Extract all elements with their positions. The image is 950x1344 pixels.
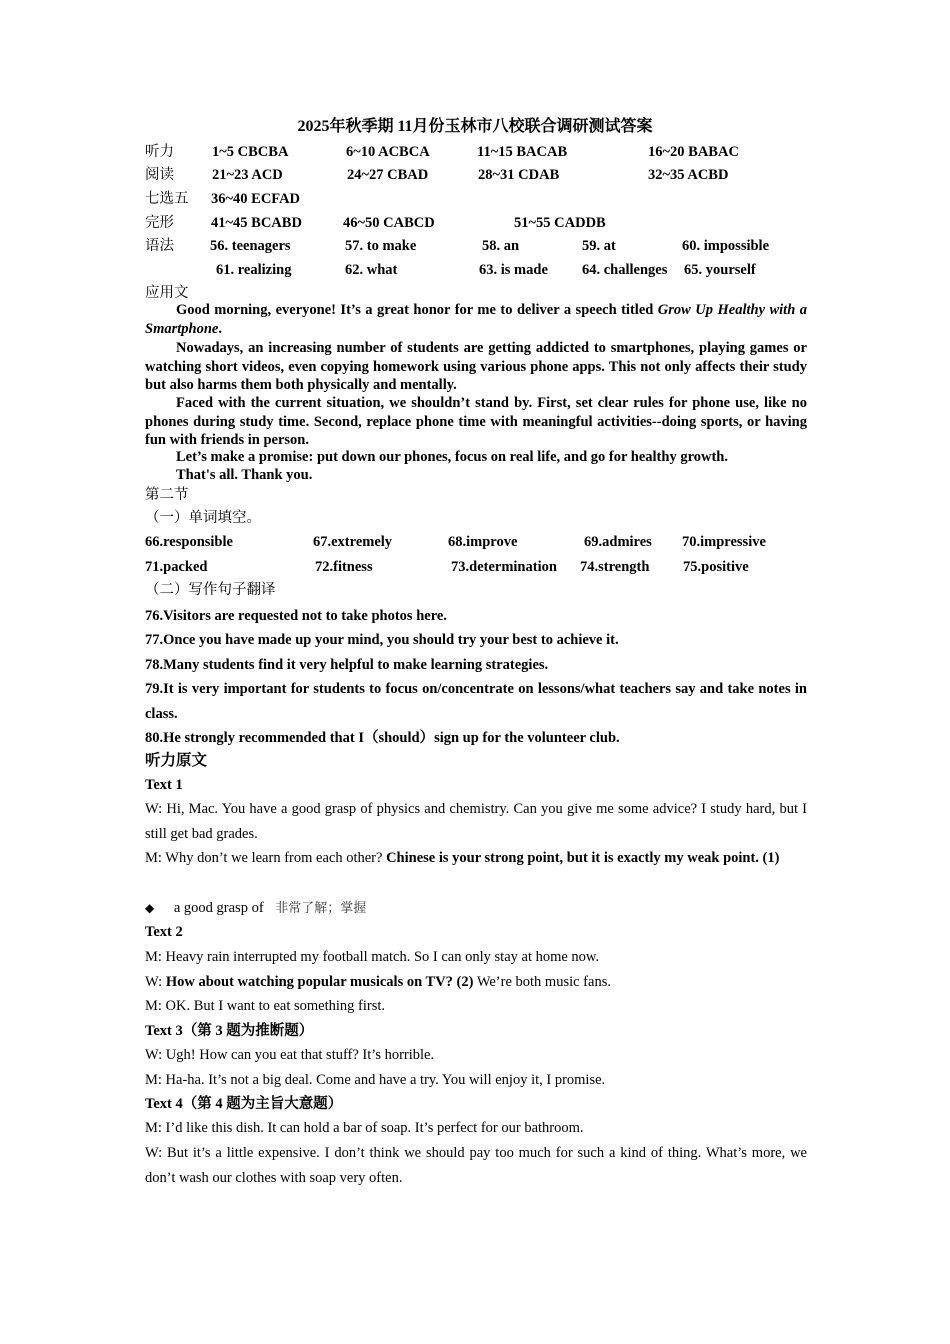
answer-item: 62. what	[345, 262, 398, 278]
word-answer: 74.strength	[580, 559, 650, 575]
word-answer: 67.extremely	[313, 534, 393, 550]
diamond-bullet-icon: ◆	[145, 901, 155, 915]
text-3-man: M: Ha-ha. It’s not a big deal. Come and have a try. You will enjoy it, I promise.	[145, 1072, 606, 1088]
writing-paragraph-2: Nowadays, an increasing number of students are getting addicted to smartphones, playing games or watching short videos, even copying homework using various phone apps. This not only affects their study but also harms them both physically and mentally.	[145, 340, 807, 393]
answer-row-label: 七选五	[145, 191, 189, 207]
translation-79: 79.It is very important for students to focus on/concentrate on lessons/what teachers say and take notes in class.	[145, 681, 807, 722]
word-answer: 72.fitness	[315, 559, 373, 575]
text-2-man-2: M: OK. But I want to eat something first.	[145, 998, 386, 1014]
answer-item: 1~5 CBCBA	[212, 144, 289, 160]
answer-row-label: 完形	[145, 215, 174, 231]
dialog-key-sentence: Chinese is your strong point, but it is exactly my weak point. (1)	[386, 850, 780, 866]
text-1-title: Text 1	[145, 777, 183, 793]
answer-item: 21~23 ACD	[212, 167, 283, 183]
answer-item: 64. challenges	[582, 262, 668, 278]
text-4-woman: W: But it’s a little expensive. I don’t think we should pay too much for such a kind of thing. What’s more, we don’t wash our clothes with soap very often.	[145, 1145, 807, 1186]
vocab-meaning: 非常了解；掌握	[275, 901, 367, 916]
text-2-title: Text 2	[145, 924, 183, 940]
word-answer: 75.positive	[683, 559, 749, 575]
writing-paragraph-5: That's all. Thank you.	[176, 467, 313, 483]
writing-paragraph-4: Let’s make a promise: put down our phones, focus on real life, and go for healthy growth.	[176, 449, 728, 465]
translation-76: 76.Visitors are requested not to take photos here.	[145, 608, 447, 624]
dialog-text: M: Why don’t we learn from each other?	[145, 850, 387, 866]
document-title: 2025年秋季期 11月份玉林市八校联合调研测试答案	[297, 118, 653, 135]
answer-item: 6~10 ACBCA	[346, 144, 430, 160]
answer-item: 32~35 ACBD	[648, 167, 729, 183]
word-answer: 71.packed	[145, 559, 208, 575]
writing-label: 应用文	[145, 285, 189, 301]
listening-heading: 听力原文	[145, 752, 208, 769]
speech-title: Grow Up Healthy with a Smartphone	[145, 302, 807, 337]
writing-text: Good morning, everyone! It’s a great honor for me to deliver a speech titled	[176, 302, 658, 318]
vocab-note	[145, 898, 366, 919]
answer-item: 56. teenagers	[210, 238, 291, 254]
answer-item: 51~55 CADDB	[514, 215, 606, 231]
section-heading: 第二节	[145, 487, 189, 503]
text-2-woman	[145, 972, 611, 992]
answer-item: 58. an	[482, 238, 520, 254]
writing-paragraph-3: Faced with the current situation, we shouldn’t stand by. First, set clear rules for phone use, like no phones during study time. Second, replace phone time with meaningful activities--doing sports, or having fun with friends in person.	[145, 395, 807, 448]
dialog-text: W:	[145, 974, 166, 990]
answer-item: 65. yourself	[684, 262, 756, 278]
translation-80: 80.He strongly recommended that I（should）sign up for the volunteer club.	[145, 730, 620, 746]
translation-77: 77.Once you have made up your mind, you should try your best to achieve it.	[145, 632, 619, 648]
answer-item: 41~45 BCABD	[211, 215, 302, 231]
subsection-heading: （一）单词填空。	[145, 510, 261, 526]
answer-item: 57. to make	[345, 238, 417, 254]
text-3-woman: W: Ugh! How can you eat that stuff? It’s horrible.	[145, 1047, 435, 1063]
answer-item: 63. is made	[479, 262, 548, 278]
text-1-woman: W: Hi, Mac. You have a good grasp of physics and chemistry. Can you give me some advice? I study hard, but I still get bad grades.	[145, 801, 807, 842]
answer-row-label: 阅读	[145, 167, 174, 183]
answer-item: 59. at	[582, 238, 616, 254]
answer-item: 24~27 CBAD	[347, 167, 429, 183]
translation-78: 78.Many students find it very helpful to make learning strategies.	[145, 657, 549, 673]
word-answer: 69.admires	[584, 534, 652, 550]
answer-item: 11~15 BACAB	[477, 144, 568, 160]
writing-paragraph-1	[145, 301, 807, 338]
answer-row-label: 语法	[145, 238, 174, 254]
text-2-man: M: Heavy rain interrupted my football match. So I can only stay at home now.	[145, 949, 600, 965]
answer-item: 16~20 BABAC	[648, 144, 739, 160]
word-answer: 66.responsible	[145, 534, 233, 550]
word-answer: 68.improve	[448, 534, 518, 550]
answer-row-label: 听力	[145, 144, 174, 160]
answer-item: 46~50 CABCD	[343, 215, 435, 231]
text-1-man	[145, 846, 807, 871]
word-answer: 70.impressive	[682, 534, 766, 550]
answer-item: 60. impossible	[682, 238, 770, 254]
subsection-heading: （二）写作句子翻译	[145, 582, 276, 598]
answer-item: 61. realizing	[216, 262, 292, 278]
text-4-man: M: I’d like this dish. It can hold a bar of soap. It’s perfect for our bathroom.	[145, 1120, 584, 1136]
vocab-phrase: a good grasp of	[173, 900, 264, 916]
word-answer: 73.determination	[451, 559, 557, 575]
text-3-title: Text 3（第 3 题为推断题）	[145, 1023, 314, 1039]
dialog-key-sentence: How about watching popular musicals on TV? (2)	[165, 974, 474, 990]
dialog-text: We’re both music fans.	[473, 974, 611, 990]
answer-item: 36~40 ECFAD	[211, 191, 301, 207]
writing-text: .	[218, 320, 222, 337]
answer-item: 28~31 CDAB	[478, 167, 560, 183]
text-4-title: Text 4（第 4 题为主旨大意题）	[145, 1096, 343, 1112]
